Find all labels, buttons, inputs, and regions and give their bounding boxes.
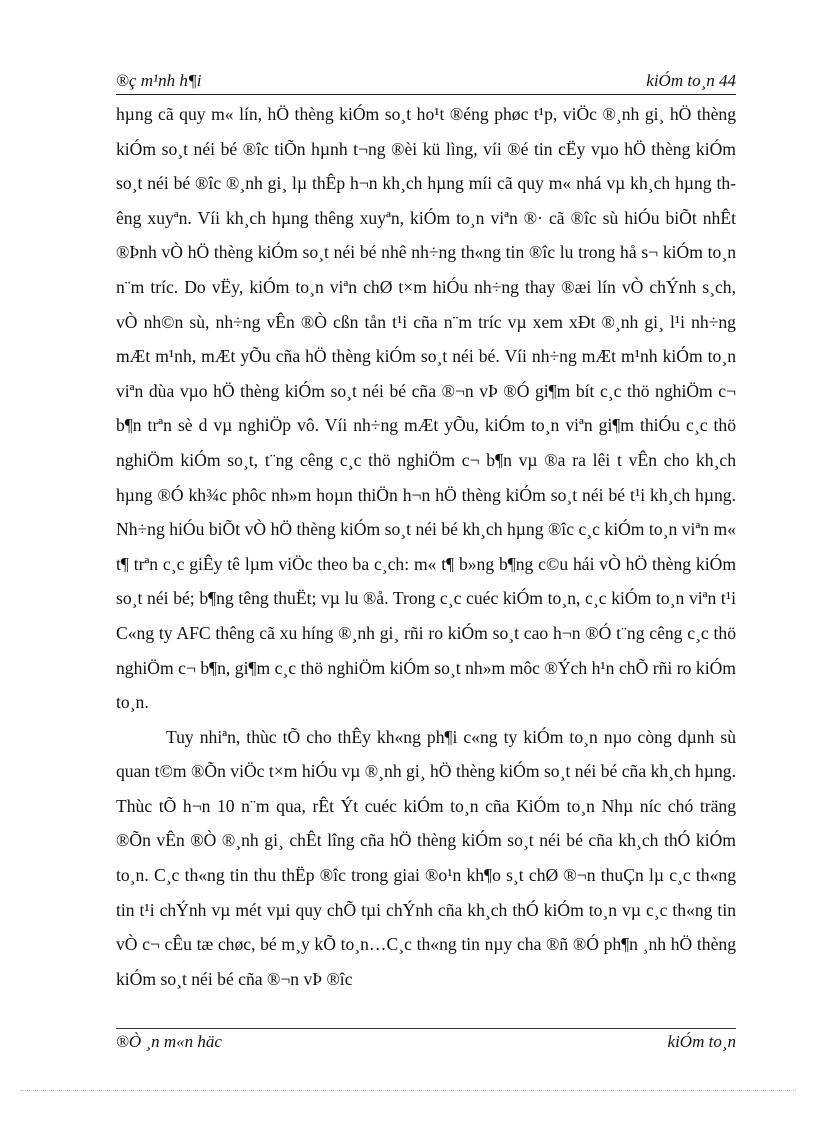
footer-course: ®Ò ¸n m«n häc [116,1032,222,1051]
text-line: chØ ®¬n thuÇn lµ c¸c th«ng tin t¹i chÝnh vµ mét vµi quy chÕ tµi chÝnh cña [116,865,736,920]
footer-subject: kiÓm to¸n [667,1032,736,1051]
text-line: kh¸ch thÓ kiÓm to¸n vµ c¸c th«ng tin vÒ c¬ cÊu tæ chøc, bé m¸y kÕ to¸n…C¸c [116,899,737,955]
text-line: kh¸ch hµng. Thùc tÕ h¬n 10 n¨m qua, rÊt Ýt cuéc kiÓm to¸n cña KiÓm to¸n Nhµ [116,761,736,816]
header-subject-page: kiÓm to¸n 44 [646,71,736,90]
text-line: ®îc sù hiÓu biÕt nhÊt ®Þnh vÒ hÖ thèng kiÓm so¸t néi bé nhê nh÷ng th«ng tin [116,207,736,263]
text-line: ®îc lu trong hå s¬ kiÓm to¸n n¨m tríc. Do vËy, kiÓm to¸n viªn chØ t×m hiÓu [116,242,736,297]
text-line: môc ®Ých h¹n chÕ rñi ro kiÓm to¸n. [116,657,736,713]
text-line: kiÓm so¸t néi bé; b¶ng têng thuËt; vµ lu ®å. Trong c¸c cuéc kiÓm to¸n, c¸c [116,553,736,609]
text-line: kiÓm to¸n viªn t¹i C«ng ty AFC thêng cã xu híng ®¸nh gi¸ rñi ro kiÓm so¸t cao [116,588,736,643]
text-line: vµ kh¸ch hµng thêng xuyªn. Víi kh¸ch hµng thêng xuyªn, kiÓm to¸n viªn ®· cã [116,173,736,228]
page-footer [116,1028,736,1055]
text-line: nh÷ng thay ®æi lín vÒ chÝnh s¸ch, vÒ nh©n sù, nh÷ng vÊn ®Ò cßn tån t¹i cña [116,276,736,332]
text-line: h¬n ®Ó t¨ng cêng c¸c thö nghiÖm c¬ b¶n, gi¶m c¸c thö nghiÖm kiÓm so¸t nh»m [116,622,736,678]
text-line: thèng kiÓm so¸t néi bé ®îc ®¸nh gi¸ lµ thÊp h¬n kh¸ch hµng míi cã quy m« nhá [116,138,736,194]
text-line: Tuy nhiªn, thùc tÕ cho thÊy kh«ng ph¶i c«ng ty kiÓm to¸n nµo còng dµnh [166,726,715,747]
text-line: thèng kiÓm so¸t néi bé ®îc tiÕn hµnh t¬ng ®èi kü lìng, víi ®é tin cËy vµo hÖ [116,104,736,159]
text-line: vô. Víi nh÷ng mÆt yÕu, kiÓm to¸n viªn gi¶m thiÓu c¸c thö nghiÖm kiÓm so¸t, [116,415,736,470]
page-edge-divider [20,1090,796,1091]
body-text [116,97,736,996]
text-line: hµng cã quy m« lín, hÖ thèng kiÓm so¸t ho¹t ®éng phøc t¹p, viÖc ®¸nh gi¸ hÖ [116,104,692,124]
page-header [116,70,736,95]
text-line: th«ng tin nµy cha ®ñ ®Ó ph¶n ¸nh hÖ thèng kiÓm so¸t néi bé cña ®¬n vÞ ®îc [116,934,736,989]
text-line: so¸t néi bé cña ®¬n vÞ ®Ó gi¶m bít c¸c thö nghiÖm c¬ b¶n trªn sè d vµ nghiÖp [116,380,737,436]
header-author: ®ç m¹nh h¶i [116,71,202,90]
text-line: phôc nh»m hoµn thiÖn h¬n hÖ thèng kiÓm so¸t néi bé t¹i kh¸ch hµng. Nh÷ng [116,484,736,540]
text-line: sù quan t©m ®Õn viÖc t×m hiÓu vµ ®¸nh gi¸ hÖ thèng kiÓm so¸t néi bé cña [116,726,736,782]
paragraph-2 [116,720,736,997]
text-line: níc chó träng ®Õn vÊn ®Ò ®¸nh gi¸ chÊt lîng cña hÖ thèng kiÓm so¸t néi bé [116,795,737,851]
text-line: t¶ trªn c¸c giÊy tê lµm viÖc theo ba c¸ch: m« t¶ b»ng b¶ng c©u hái vÒ hÖ thèng [116,553,692,574]
text-line: cña kh¸ch thÓ kiÓm to¸n. C¸c th«ng tin thu thËp ®îc trong giai ®o¹n kh¶o s¸t [116,830,736,886]
text-line: hiÓu biÕt vÒ hÖ thèng kiÓm so¸t néi bé kh¸ch hµng ®îc c¸c kiÓm to¸n viªn m« [169,519,736,540]
text-line: n¨m tríc vµ xem xÐt ®¸nh gi¸ l¹i nh÷ng mÆt m¹nh, mÆt yÕu cña hÖ thèng [116,311,736,367]
paragraph-1 [116,97,736,720]
text-line: t¨ng cêng c¸c thö nghiÖm c¬ b¶n vµ ®a ra lêi t vÊn cho kh¸ch hµng ®Ó kh¾c [116,449,736,505]
text-line: kiÓm so¸t néi bé. Víi nh÷ng mÆt m¹nh kiÓm to¸n viªn dùa vµo hÖ thèng kiÓm [116,346,736,401]
